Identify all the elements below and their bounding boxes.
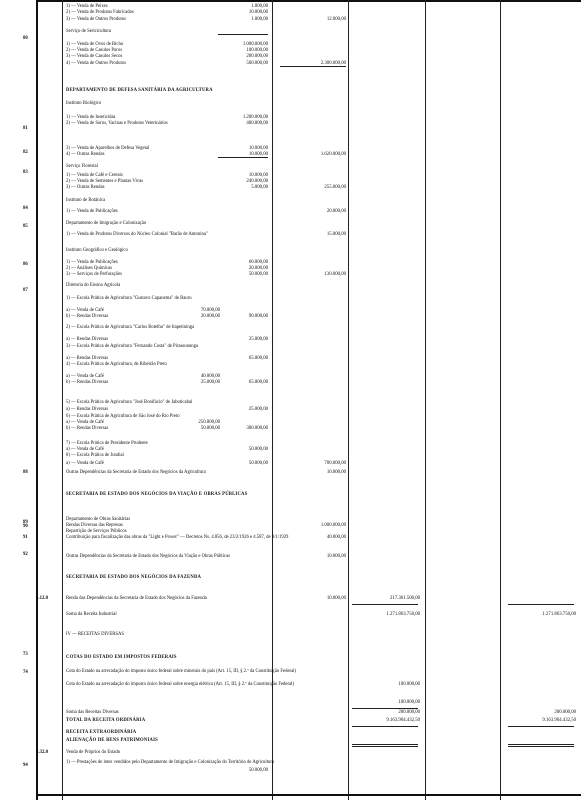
subtotal-rule [218, 157, 268, 158]
amount-a0: 250.000,00 [198, 420, 220, 425]
item-code: 82 [23, 150, 28, 155]
row-label: Repartição de Serviços Públicos [66, 529, 127, 534]
amount-a2: 40.000,00 [326, 535, 346, 540]
left-margin-line [36, 0, 38, 800]
row-label: Departamento de Obras Sanitárias [66, 517, 131, 522]
subtotal-rule [508, 726, 574, 727]
amount-a1: 50.000,00 [248, 461, 268, 466]
row-label: a) — Rendas Diversas [66, 356, 109, 361]
amount-a1: 20.000,00 [248, 266, 268, 271]
amount-a3: 200.000,00 [398, 710, 420, 715]
amount-a4: 1.271.863.750,00 [542, 612, 576, 617]
row-label: Renda das Dependências da Secretaria de Estado dos Negócios da Fazenda [66, 596, 207, 601]
amount-a1: 65.000,00 [248, 380, 268, 385]
row-label: 1) — Venda de Peixes [66, 4, 108, 9]
amount-a2: 12.000,00 [326, 17, 346, 22]
row-label: SECRETARIA DE ESTADO DOS NEGÓCIOS DA FAZENDA [66, 575, 202, 580]
item-code: 91 [23, 535, 28, 540]
row-label: 3) — Escola Prática de Agricultura "Fernando Costa" de Pirassununga [66, 344, 199, 349]
item-code: 4.12.0 [36, 596, 48, 601]
amount-a1: 1.000,00 [251, 4, 268, 9]
item-code: 85 [23, 224, 28, 229]
column-line-2 [272, 0, 273, 800]
amount-a4: 200.000,00 [554, 710, 576, 715]
row-label: 3) — Serviços de Perfurações [66, 272, 122, 277]
row-label: Serviço Florestal [66, 164, 98, 169]
amount-a1: 50.000,00 [248, 272, 268, 277]
item-code: 80 [23, 36, 28, 41]
row-label: RECEITA EXTRAORDINÁRIA [66, 730, 137, 735]
row-label: b) — Rendas Diversas [66, 426, 109, 431]
subtotal-rule [280, 66, 346, 67]
row-label: b) — Rendas Diversas [66, 380, 109, 385]
row-label: Instituto de Botânica [66, 198, 106, 203]
amount-a1: 200.000,00 [246, 54, 268, 59]
row-label: Outras Dependências da Secretaria de Estado dos Negócios da Viação e Obras Públicas [66, 554, 230, 559]
row-label: 1) — Venda de Publicações [66, 209, 118, 214]
row-label: 1) — Prestações de lotes vendidos pelo Departamento de Imigração e Colonização do Território de Agricultura [66, 760, 274, 765]
row-label: ALIENAÇÃO DE BENS PATRIMONIAIS [66, 738, 158, 743]
row-label: Cota do Estado na arrecadação do imposto único federal sobre energia elétrica (Art. 15, III, § 2.º da Constituição Federal) [66, 682, 294, 687]
row-label: 1) — Venda de Inseticidas [66, 115, 116, 120]
amount-a0: 20.000,00 [200, 314, 220, 319]
amount-a1: 300.000,00 [246, 426, 268, 431]
row-label: 4) — Venda de Outros Produtos [66, 61, 126, 66]
amount-a2: 1.620.000,00 [320, 152, 346, 157]
row-label: 7) — Escola Prática de Presidente Prudente [66, 441, 148, 446]
amount-a3: 217.361.500,00 [390, 596, 420, 601]
row-label: 2) — Escola Prática de Agricultura "Carlos Botelho" de Itapetininga [66, 325, 195, 330]
row-label: a) — Rendas Diversas [66, 407, 109, 412]
row-label: Rendas Diversas das Represas [66, 523, 123, 528]
row-label: 1) — Escola Prática de Agricultura "Gustavo Capanema" de Bauru [66, 296, 192, 301]
row-label: Contribuição para fiscalização das obras da "Light e Power" — Decretos Ns. 4.856, de 23/2/1926 e 4.587, de 9/1/1929 [66, 535, 289, 540]
amount-a1: 240.000,00 [246, 179, 268, 184]
amount-a2: 2.300.000,00 [320, 61, 346, 66]
row-label: Venda de Próprios do Estado [66, 750, 121, 755]
row-label: 2) — Venda de Sementes e Plantas Vivas [66, 179, 144, 184]
item-code: 90 [23, 524, 28, 529]
row-label: a) — Venda de Café [66, 308, 104, 313]
row-label: 2) — Venda de Produtos Fabricados [66, 10, 134, 15]
amount-a2: 1.000.000,00 [320, 523, 346, 528]
amount-a1: 1.200.000,00 [242, 115, 268, 120]
row-label: 1) — Venda de Café e Cereais [66, 173, 123, 178]
amount-a1: 5.000,00 [251, 185, 268, 190]
amount-a2: 20.000,00 [326, 209, 346, 214]
amount-a1: 90.000,00 [248, 314, 268, 319]
subtotal-rule [218, 34, 268, 35]
row-label: 5) — Escola Prática de Agricultura "José Bonifácio" de Jaboticabal [66, 400, 193, 405]
item-code: 89 [23, 520, 28, 525]
amount-a4: 9.163.904.432,50 [542, 718, 576, 723]
row-label: Cota do Estado na arrecadação do imposto único federal sobre minerais do país (Art. 15, III, § 2.º da Constituição Federal) [66, 669, 297, 674]
amount-a1: 25.000,00 [248, 407, 268, 412]
amount-a1: 1.000.000,00 [242, 42, 268, 47]
amount-a1: 10.000,00 [248, 173, 268, 178]
row-label: Serviço de Sericicultura [66, 29, 112, 34]
amount-a1: 50.000,00 [248, 447, 268, 452]
row-label: TOTAL DA RECEITA ORDINÁRIA [66, 718, 146, 723]
row-label: a) — Venda de Café [66, 374, 104, 379]
amount-a1: 400.000,00 [246, 121, 268, 126]
amount-a3: 100.000,00 [398, 700, 420, 705]
row-label: 1) — Venda de Produtos Diversos do Núcleo Colonial "Barão de Antonina" [66, 232, 208, 237]
subtotal-rule [352, 726, 418, 727]
amount-a1: 10.000,00 [248, 10, 268, 15]
amount-a2: 10.000,00 [326, 470, 346, 475]
amount-a1: 10.000,00 [248, 146, 268, 151]
bottom-border [36, 794, 581, 796]
amount-a3: 1.271.863.750,00 [386, 612, 420, 617]
item-code: 88 [23, 470, 28, 475]
amount-a2: 130.000,00 [324, 272, 346, 277]
column-line-5 [500, 0, 501, 800]
row-label: a) — Rendas Diversas [66, 337, 109, 342]
row-label: Soma da Receita Industrial [66, 612, 117, 617]
row-label: Departamento de Imigração e Colonização [66, 221, 147, 226]
item-code: 92 [23, 552, 28, 557]
item-code: 74 [23, 670, 28, 675]
item-code: 86 [23, 262, 28, 267]
row-label: b) — Rendas Diversas [66, 314, 109, 319]
row-label: a) — Venda de Café [66, 447, 104, 452]
amount-a1: 500.000,00 [246, 61, 268, 66]
row-label: 2) — Análises Químicas [66, 266, 112, 271]
row-label: 3) — Outras Rendas [66, 185, 105, 190]
item-code: 73 [23, 652, 28, 657]
row-label: 4) — Escola Prática de Agricultura, de Ribeirão Preto [66, 362, 167, 367]
row-label: Diretoria do Ensino Agrícola [66, 283, 121, 288]
row-label: Outras Dependências da Secretaria de Estado dos Negócios da Agricultura [66, 470, 206, 475]
row-label: a) — Venda de Café [66, 420, 104, 425]
subtotal-rule [508, 604, 574, 605]
item-code: 83 [23, 170, 28, 175]
item-code: 84 [23, 206, 28, 211]
amount-a2: 255.000,00 [324, 185, 346, 190]
subtotal-rule [352, 744, 418, 747]
item-code: 6.32.0 [36, 750, 48, 755]
row-label: Soma das Receitas Diversas [66, 710, 119, 715]
subtotal-rule [508, 744, 574, 747]
amount-a3: 100.000,00 [398, 682, 420, 687]
item-code: 87 [23, 288, 28, 293]
row-label: DEPARTAMENTO DE DEFESA SANITÁRIA DA AGRICULTURA [66, 88, 213, 93]
row-label: 4) — Outras Rendas [66, 152, 105, 157]
amount-a0: 70.000,00 [200, 308, 220, 313]
row-label: 1) — Venda de Publicações [66, 260, 118, 265]
subtotal-rule [352, 604, 418, 605]
amount-a0: 40.000,00 [200, 374, 220, 379]
row-label: 3) — Venda de Aparelhos de Defesa Vegetal [66, 146, 150, 151]
amount-a1: 65.000,00 [248, 356, 268, 361]
amount-a1: 60.000,00 [248, 260, 268, 265]
row-label: 1) — Venda de Ovos de Bicho [66, 42, 124, 47]
amount-a2: 700.000,00 [324, 461, 346, 466]
amount-a1: 25.000,00 [248, 337, 268, 342]
amount-a2: 15.000,00 [326, 232, 346, 237]
row-label: 3) — Venda de Outros Produtos [66, 17, 126, 22]
row-label: 6) — Escola Prática de Agricultura de São José do Rio Preto [66, 414, 180, 419]
column-line-4 [425, 0, 426, 800]
amount-a1: 100.000,00 [246, 48, 268, 53]
column-line-3 [348, 0, 349, 800]
amount-a2: 10.000,00 [326, 554, 346, 559]
row-label: IV — RECEITAS DIVERSAS [66, 632, 125, 637]
row-label: a) — Venda de Café [66, 461, 104, 466]
row-label: 2) — Venda de Casulos Puros [66, 48, 123, 53]
amount-a3: 9.163.904.432,50 [386, 718, 420, 723]
row-label: 2) — Venda de Soros, Vacinas e Produtos Veterinários [66, 121, 168, 126]
amount-a1: 50.000,00 [248, 768, 268, 773]
row-label: Instituto Geográfico e Geológico [66, 248, 128, 253]
item-code: 81 [23, 126, 28, 131]
row-label: SECRETARIA DE ESTADO DOS NEGÓCIOS DA VIAÇÃO E OBRAS PÚBLICAS [66, 492, 248, 497]
item-code: 94 [23, 763, 28, 768]
amount-a0: 25.000,00 [200, 380, 220, 385]
code-column-line [62, 0, 63, 800]
row-label: 8) — Escola Prática de Jundiaí [66, 453, 124, 458]
row-label: COTAS DO ESTADO EM IMPOSTOS FEDERAIS [66, 655, 177, 660]
row-label: 3) — Venda de Casulos Secos [66, 54, 123, 59]
amount-a1: 1.000,00 [251, 17, 268, 22]
amount-a2: 10.000,00 [326, 596, 346, 601]
row-label: Instituto Biológico [66, 101, 102, 106]
amount-a1: 10.000,00 [248, 152, 268, 157]
amount-a0: 50.000,00 [200, 426, 220, 431]
subtotal-rule [352, 708, 418, 709]
